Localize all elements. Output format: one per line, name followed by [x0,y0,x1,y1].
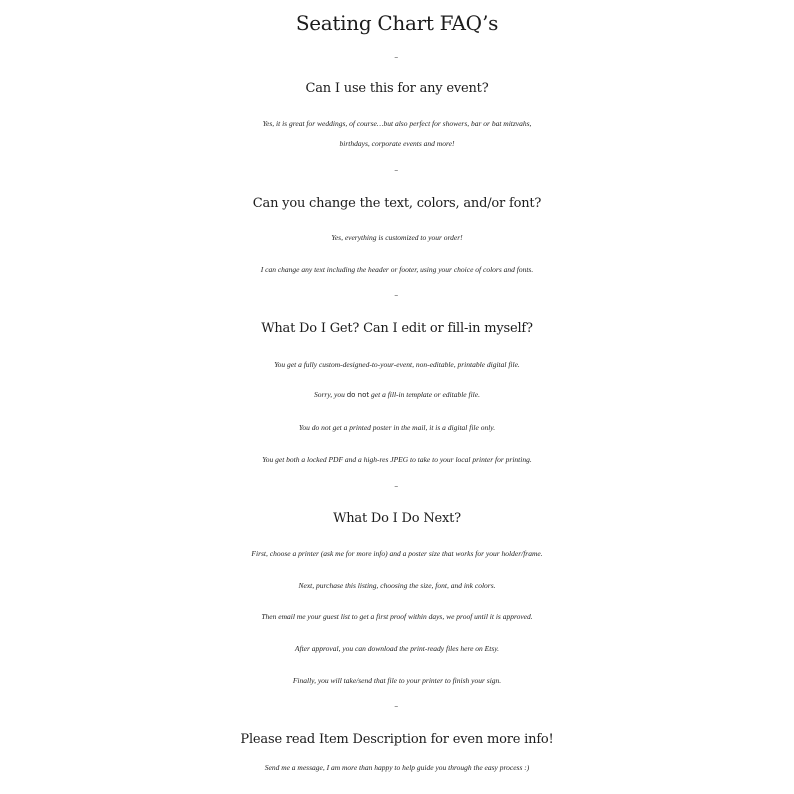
faq-answer-line: Next, purchase this listing, choosing the size, font, and ink colors. [298,581,496,590]
faq-answer-line: birthdays, corporate events and more! [339,139,455,148]
faq-question-what-get: What Do I Get? Can I edit or fill-in myself? [261,321,533,336]
faq-closing-line: Send me a message, I am more than happy to help guide you through the easy process :) [264,763,530,772]
faq-answer-line: Yes, everything is customized to your order! [331,233,463,242]
faq-answer-line: I can change any text including the header or footer, using your choice of colors and fonts. [260,265,534,274]
faq-question-customize: Can you change the text, colors, and/or font? [252,196,542,211]
divider-5 [0,706,794,708]
answer-text-pre: Sorry, you [314,390,347,399]
faq-answer-line-emphasis [0,391,794,399]
faq-answer-line: Finally, you will take/send that file to your printer to finish your sign. [292,676,502,685]
divider-3 [0,295,794,297]
faq-answer-line: You do not get a printed poster in the mail, it is a digital file only. [298,423,496,432]
faq-question-next: What Do I Do Next? [333,511,461,526]
faq-answer-line: First, choose a printer (ask me for more info) and a poster size that works for your holder/frame. [251,549,543,558]
answer-text-post: get a fill-in template or editable file. [369,390,480,399]
divider-4 [0,486,794,488]
page-title: Seating Chart FAQ’s [295,11,499,35]
faq-answer-line: After approval, you can download the print-ready files here on Etsy. [294,644,500,653]
faq-answer-line: Yes, it is great for weddings, of course…but also perfect for showers, bar or bat mitzvahs, [262,119,532,128]
emphasis-text: do not [346,391,370,399]
divider-2 [0,170,794,172]
faq-question-any-event: Can I use this for any event? [305,81,489,96]
divider-1 [0,57,794,59]
faq-answer-line: You get a fully custom-designed-to-your-event, non-editable, printable digital file. [274,360,520,369]
faq-closing-heading: Please read Item Description for even more info! [240,732,554,747]
faq-answer-line: You get both a locked PDF and a high-res JPEG to take to your local printer for printing. [262,455,532,464]
faq-answer-line: Then email me your guest list to get a first proof within days, we proof until it is approved. [261,612,533,621]
